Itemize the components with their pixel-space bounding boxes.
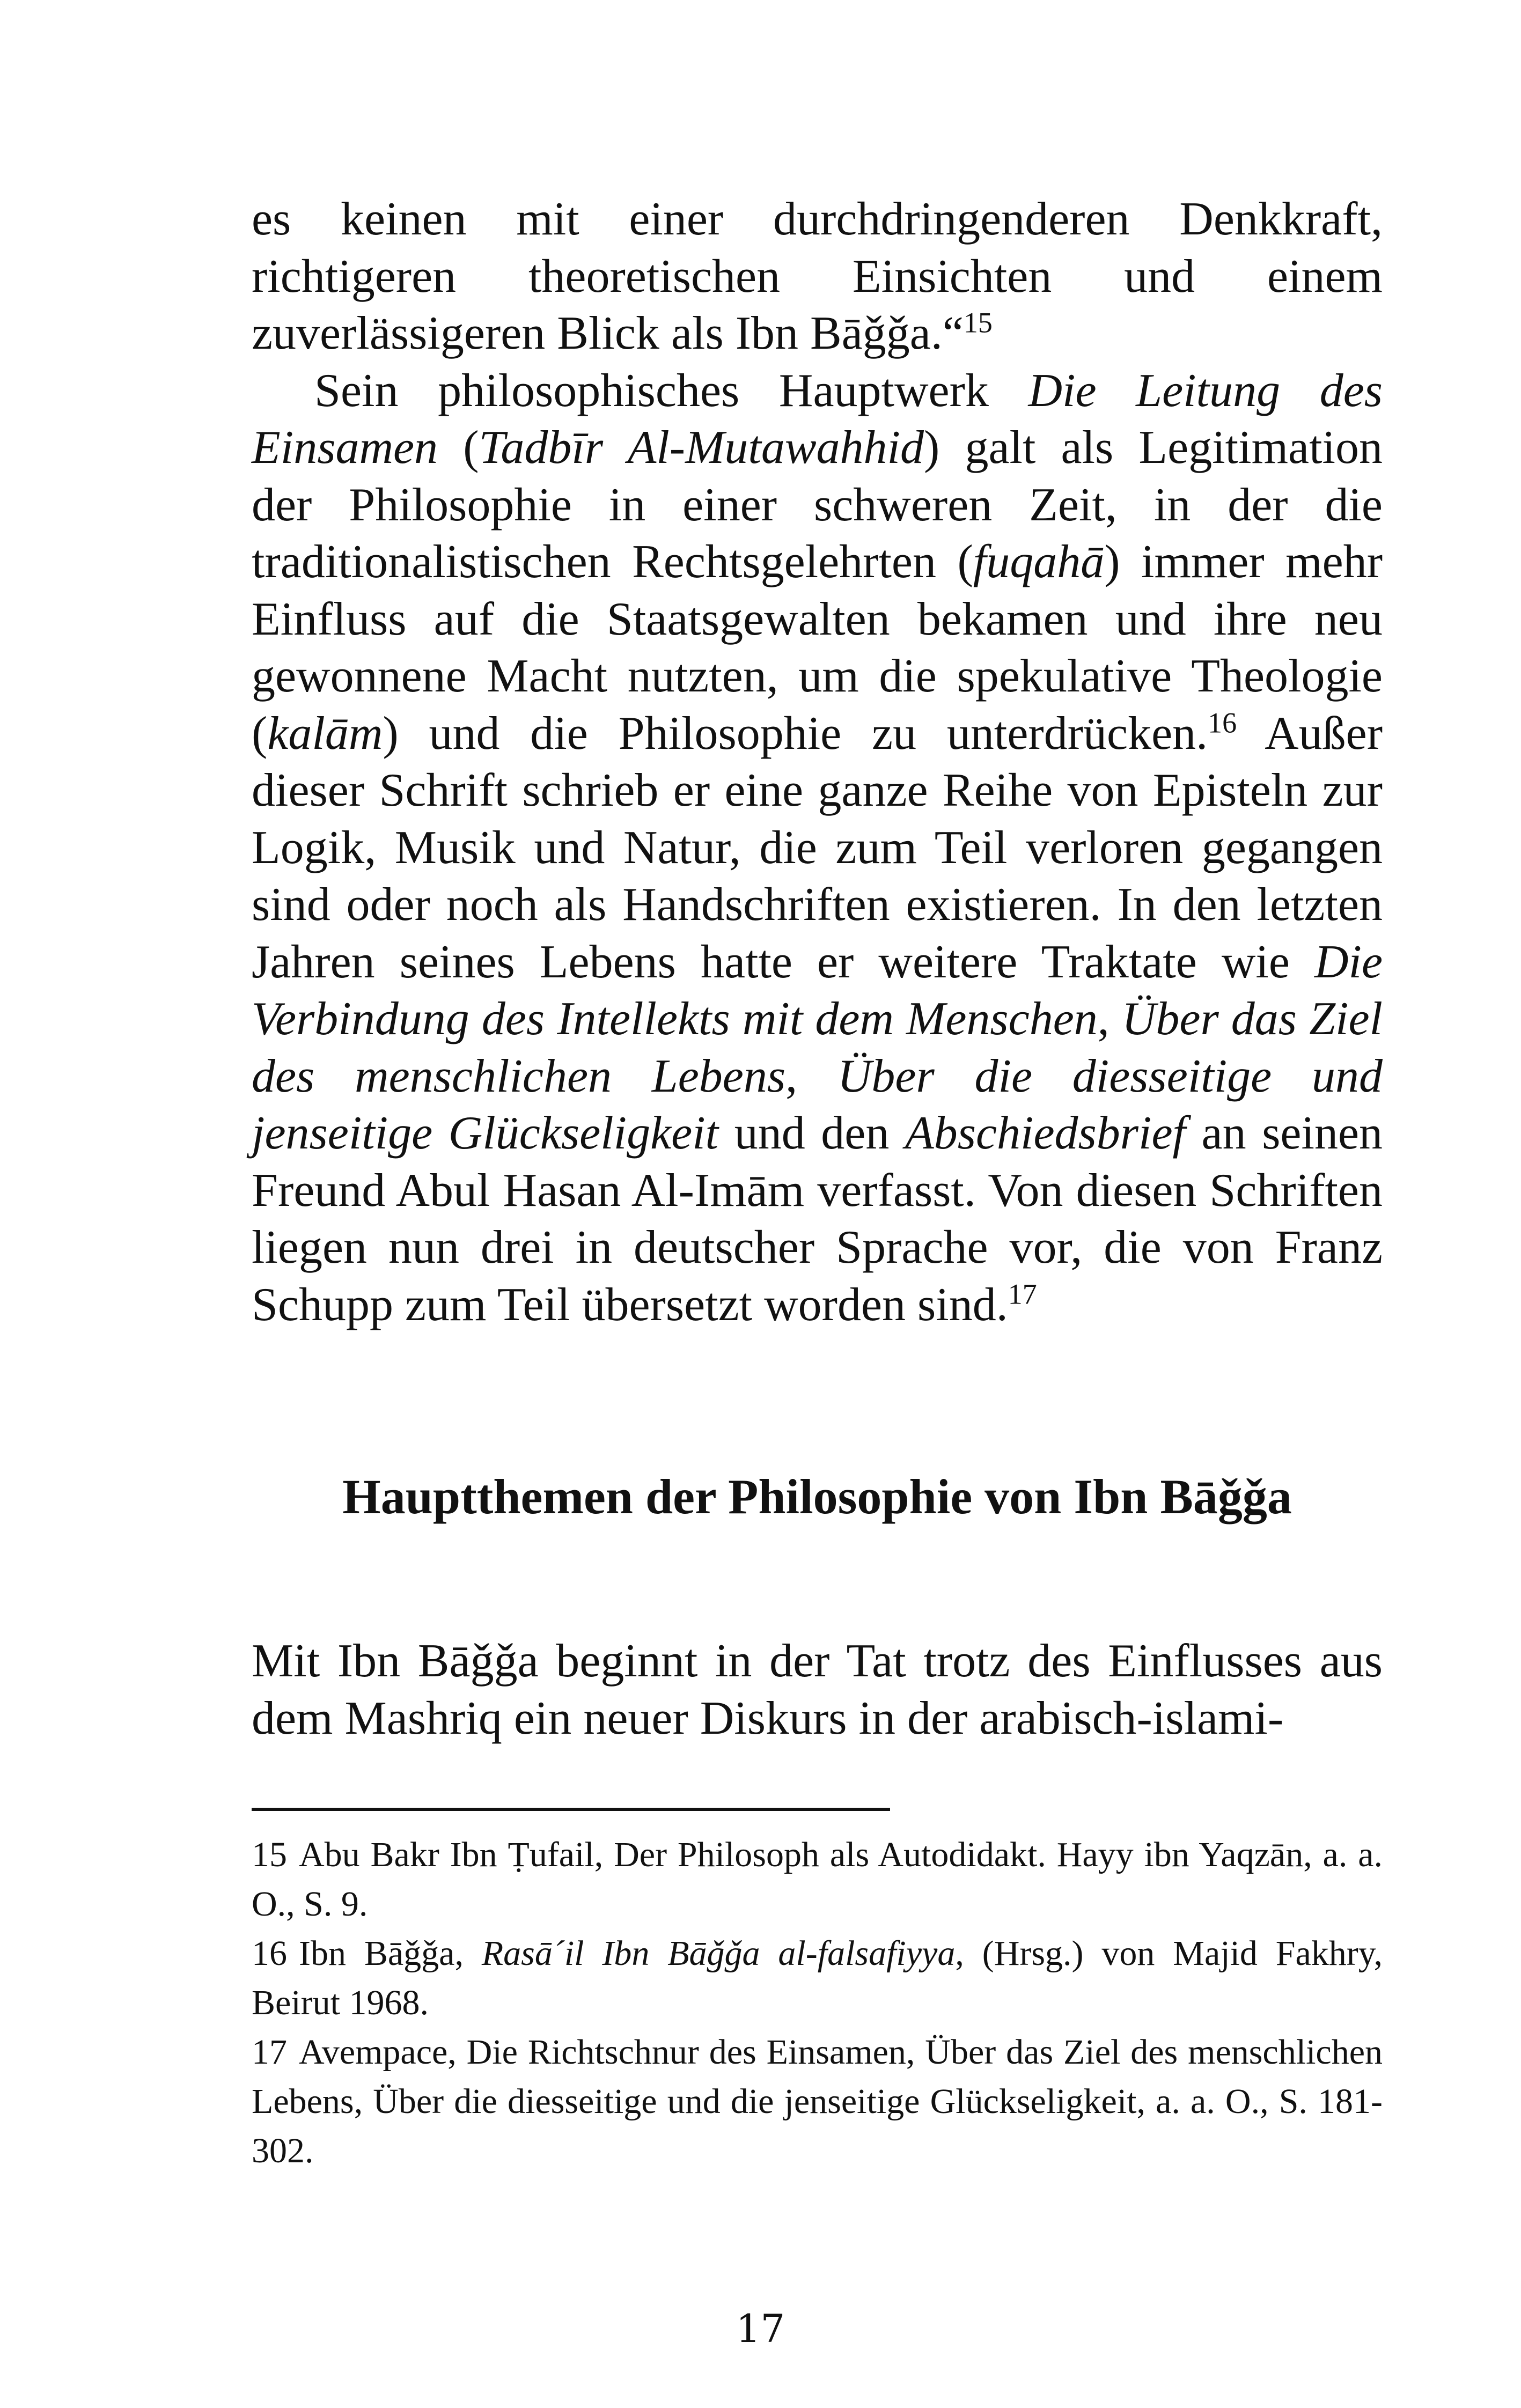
footnote-ref-16: 16: [1208, 706, 1237, 739]
footnote-16: [252, 1929, 1383, 2028]
footnote-number: 15: [252, 1835, 287, 1874]
footnote-number: 17: [252, 2033, 287, 2072]
footnote-text: Ibn Bāǧǧa,: [299, 1934, 482, 1973]
text-run: an seinen Freund Abul Hasan Al-Imām verfasst. Von diesen Schriften liegen nun drei in deutscher Sprache vor, die von Franz Schupp zum Teil übersetzt worden sind.: [252, 1107, 1383, 1331]
paragraph-main-work: [252, 363, 1383, 1334]
italic-title: Abschiedsbrief: [905, 1107, 1186, 1159]
italic-title: Die Verbindung des Intellekts mit dem Menschen: [252, 936, 1383, 1045]
paragraph-intro: Mit Ibn Bāǧǧa beginnt in der Tat trotz des Einflusses aus dem Mashriq ein neuer Diskurs in der arabisch-islami-: [252, 1635, 1383, 1744]
footnote-separator: [252, 1808, 890, 1811]
footnote-15: [252, 1830, 1383, 1929]
text-run: und den: [718, 1107, 905, 1159]
footnote-text: Avempace, Die Richtschnur des Einsamen, Über das Ziel des menschlichen Lebens, Über die diesseitige und die jenseitige Glückseligkeit, a. a. O., S. 181-302.: [252, 2033, 1383, 2170]
italic-title: Über das Ziel des menschlichen Lebens: [252, 993, 1383, 1102]
page-number: 17: [736, 2306, 785, 2351]
footnote-ref-15: 15: [963, 306, 993, 339]
text-run: ) und die Philosophie zu unterdrücken.: [383, 707, 1208, 760]
footnotes: [252, 1830, 1383, 2176]
text-run: (: [438, 422, 479, 474]
footnote-italic-title: Rasā´il Ibn Bāǧǧa al-falsafiyya: [481, 1934, 956, 1973]
footnote-17: [252, 2028, 1383, 2176]
section-text-block: [252, 1633, 1383, 1747]
italic-term: kalām: [267, 707, 383, 760]
footnote-text: Abu Bakr Ibn Ṭufail, Der Philosoph als Autodidakt. Hayy ibn Yaqzān, a. a. O., S. 9.: [252, 1835, 1383, 1924]
text-run: Außer dieser Schrift schrieb er eine ganze Reihe von Episteln zur Logik, Musik und Natur, die zum Teil verloren gegangen sind oder noch als Handschriften existieren. In den letzten Jahren seines Lebens hatte er weitere Traktate wie: [252, 707, 1383, 988]
footnote-text: , (Hrsg.) von Majid Fakhry, Beirut 1968.: [252, 1934, 1383, 2022]
section-heading: Hauptthemen der Philosophie von Ibn Bāǧǧa: [342, 1469, 1292, 1524]
text-run: ,: [1097, 993, 1122, 1045]
main-text-block: [252, 191, 1383, 1334]
paragraph-text: es keinen mit einer durchdringenderen Denkkraft, richtigeren theoretischen Einsichten und einem zuverlässigeren Blick als Ibn Bāǧǧa.“: [252, 193, 1383, 359]
italic-title: Über die diesseitige und jenseitige Glückseligkeit: [252, 1050, 1383, 1159]
italic-title: Die Leitung des Einsamen: [252, 364, 1383, 474]
footnote-ref-17: 17: [1008, 1278, 1037, 1310]
paragraph-continued: [252, 191, 1383, 363]
italic-title: Tadbīr Al-Mutawahhid: [479, 422, 924, 474]
text-run: ,: [785, 1050, 837, 1102]
italic-term: fuqahā: [973, 536, 1105, 588]
text-run: ) galt als Legitimation der Philosophie in einer schweren Zeit, in der die traditionalistischen Rechtsgelehrten (: [252, 422, 1383, 588]
footnote-number: 16: [252, 1934, 287, 1973]
text-run: Sein philosophisches Hauptwerk: [314, 364, 1028, 417]
text-run: ) immer mehr Einfluss auf die Staatsgewalten bekamen und ihre neu gewonnene Macht nutzten, um die spekulative Theologie (: [252, 536, 1383, 760]
